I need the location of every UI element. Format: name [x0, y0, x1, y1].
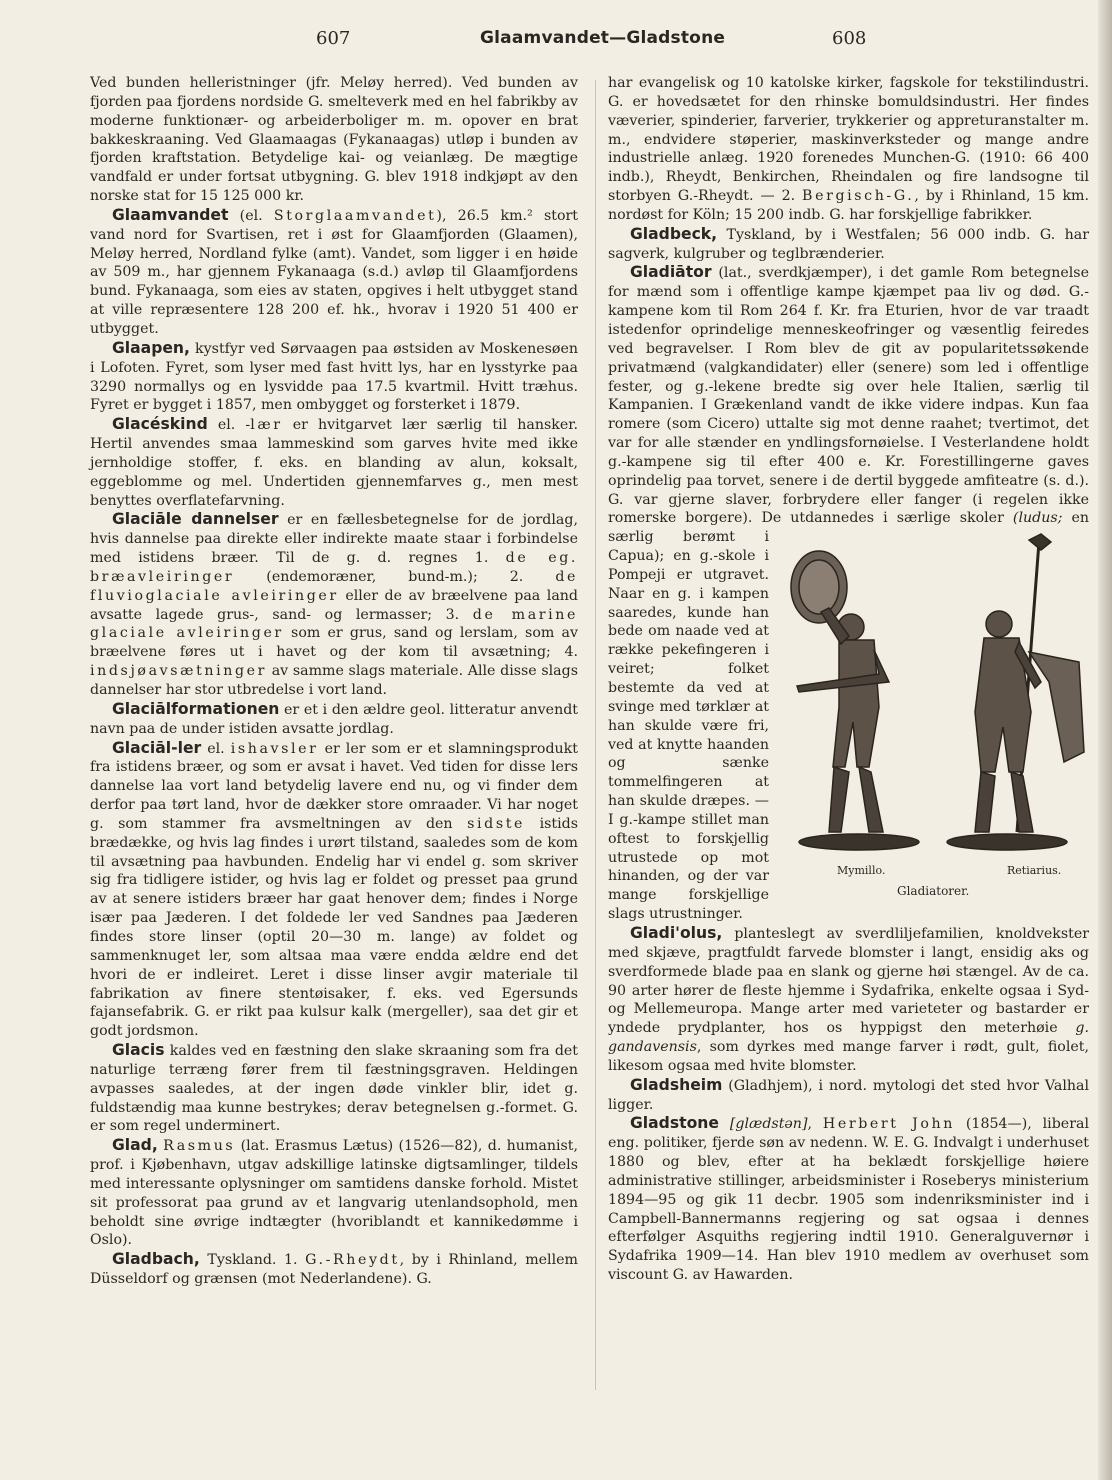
headword: Gladbeck,	[630, 224, 718, 243]
headword: Gladi'olus,	[630, 923, 723, 942]
gladiator-figure	[779, 532, 1089, 905]
entry-glacial-ler: Glaciāl-ler el. ishavsler er ler som er et slamningsprodukt fra istidens bræer, og som er avsat i havet. Ved tiden for disse lers dannelse laa vort land betydelig lavere end nu, og vi finder dem derfor paa tørt land, hvor de dækker store omraader. Vi har noget g. som stammer fra avsmeltningen av den sidste istids brædække, og hvis lag findes i urørt tilstand, saaledes som de kom til avsætning paa havbunden. Endelig har vi endel g. som skriver sig fra tidligere istider, og hvis lag er foldet og presset paa grund av at senere istiders bræer har gaat henover dem; findes i Norge især paa Jæderen. I det foldede ler ved Sandnes paa Jæderen findes store linser (optil 20—30 m. lange) av foldet og sammenknuget ler, som altsaa maa være endda ældre end det hvori de er indleiret. Leret i disse linser avgir materiale til fabrikation av finere stentøisaker, f. eks. ved Egersunds fajansefabrik. G. er rikt paa kulsur kalk (mergeller), saa det gir et godt jordsmon.	[90, 738, 579, 1040]
entry-glad: Glad, Rasmus (lat. Erasmus Lætus) (1526—82), d. humanist, prof. i Kjøbenhavn, utgav adskillige latinske digtsamlinger, tildels med interessante oplysninger om samtidens danske forhold. Mistet sit professorat paa grund av et langvarig utenlandsophold, men beholdt sine øvrige indtægter (hvoriblandt et kannikedømme i Oslo).	[90, 1136, 578, 1249]
entry-glaciale-dannelser: Glaciāle dannelser er en fællesbetegnelse for de jordlag, hvis dannelse paa direkte eller indirekte maate staar i forbindelse med istidens bræer. Til de g. d. regnes 1. de eg. bræavleiringer (endemoræner, bund-m.); 2. de fluvioglaciale avleiringer eller de av bræelvene paa land avsatte lagede grus-, sand- og lermasser; 3. de marine glaciale avleiringer som er grus, sand og lerslam, som av bræelvene føres ut i havet og der kom til avsætning; 4. indsjøavsætninger av samme slags materiale. Alle disse slags dannelser har stor utbredelse i vort land.	[90, 510, 579, 698]
headword: Gladstone	[630, 1114, 719, 1133]
running-head: Glaamvandet—Gladstone	[480, 28, 726, 48]
right-page-number: 608	[832, 28, 867, 49]
entry-gladbeck: Gladbeck, Tyskland, by i Westfalen; 56 000 indb. G. har sagverk, kulgruber og teglbrænderier.	[608, 224, 1089, 262]
caption-retiarius: Retiarius.	[1007, 864, 1062, 878]
figure-caption: Gladiatorer.	[897, 884, 970, 899]
headword: Glaciāle dannelser	[112, 510, 279, 529]
column-divider	[595, 80, 596, 1390]
headword: Glaamvandet	[112, 205, 229, 224]
entry-gladiolus: Gladi'olus, planteslegt av sverdliljefamilien, knoldvekster med skjæve, pragtfuldt farvede blomster i langt, ensidig aks og sverdformede blade paa en slank og gjerne høi stængel. Av de ca. 90 arter hører de fleste hjemme i Sydafrika, enkelte ogsaa i Syd- og Mellemeuropa. Mange arter med varieteter og bastarder er yndede prydplanter, hos os hyppigst den meterhøie g. gandavensis, som dyrkes med mange farver i rødt, gult, fiolet, likesom ogsaa med hvite blomster.	[608, 923, 1089, 1074]
headword: Glaciāl-ler	[112, 738, 202, 757]
page-edge	[1098, 0, 1112, 1480]
entry-glaamvandet: Glaamvandet (el. Storglaamvandet), 26.5 km.² stort vand nord for Svartisen, ret i øst for Glaamfjorden (Glaamen), Meløy herred, Nordland fylke (amt). Vandet, som ligger i en høide av 509 m., har gjennem Fykanaaga (s.d.) avløp til Glaamfjordens bund. Fykanaaga, som eies av staten, opgives i helt utbygget stand at ville repræsentere 128 200 ef. hk., hvorav i 1920 51 400 er utbygget.	[90, 205, 578, 337]
headword: Glaciālformationen	[112, 699, 280, 718]
gladiator-statues-illustration	[779, 532, 1089, 860]
entry-gladiator: Gladiātor (lat., sverdkjæmper), i det gamle Rom betegnelse for mænd som i offentlige kampe kjæmpet paa liv og død. G.-kampene kom til Rom 264 f. Kr. fra Eturien, hvor de var traadt istedenfor oprindelige menneskeofringer og væsentlig feiredes ved begravelser. I Rom blev de git av popularitetssøkende privatmænd (valgkandidater) eller (senere) som led i offentlige fester, og g.-lekene bredte sig over hele Italien, særlig til Kampanien. I Grækenland vandt de ikke videre indpas. Kun faa romere (som Cicero) uttalte sig mot denne raahet; tvertimot, det var for alle stænder en yndlingsfornøielse. I Vesterlandene holdt g.-kampene sig til efter 400 e. Kr. Forestillingerne gaves oprindelig paa torvet, senere i de dertil byggede amfiteatre (s. d.). G. var gjerne slaver, forbrydere eller fanger (i regelen ikke romerske borgere). De utdannedes i særlige skoler Mymillo. Retiarius. Gladiatorer. (ludus; en særlig berømt i Capua); en g.-skole i Pompeji er utgravet. Naar en g. i kampen saaredes, kunde han bede om naade ved at række pekefingeren i veiret; folket bestemte da ved at svinge med tørklær at han skulde være fri, ved at knytte haanden og sænke tommelfingeren at han skulde dræpes. — I g.-kampe stillet man oftest to forskjellig utrustede op mot hinanden, og der var mange forskjellige slags utrustninger.	[608, 263, 1090, 923]
entry-gladbach: Gladbach, Tyskland. 1. G.-Rheydt, by i Rhinland, mellem Düsseldorf og grænsen (mot Nederlandene). G.	[90, 1250, 578, 1288]
headword: Glacéskind	[112, 415, 208, 434]
left-page-number: 607	[316, 28, 351, 49]
headword: Gladsheim	[630, 1075, 723, 1094]
headword: Gladiātor	[630, 263, 712, 282]
entry-glaapen: Glaapen, kystfyr ved Sørvaagen paa østsiden av Moskenesøen i Lofoten. Fyret, som lyser med fast hvitt lys, har en lysstyrke paa 3290 normallys og en lysvidde paa 17.5 kvartmil. Hvitt træhus. Fyret er bygget i 1857, men ombygget og forsterket i 1879.	[90, 338, 578, 414]
headword: Glad,	[112, 1136, 158, 1155]
entry-glacis: Glacis kaldes ved en fæstning den slake skraaning som fra det naturlige terræng fører frem til fæstningsgraven. Heldingen avpasses saaledes, at der ingen døde vinkler blir, idet g. fuldstændig maa kunne bestrykes; derav betegnelsen g.-formet. G. er som regel underminert.	[90, 1041, 578, 1135]
caption-mymillo: Mymillo.	[837, 864, 886, 878]
headword: Glaapen,	[112, 338, 190, 357]
entry-gladsheim: Gladsheim (Gladhjem), i nord. mytologi det sted hvor Valhal ligger.	[608, 1075, 1089, 1113]
right-column	[608, 74, 1089, 1285]
entry-glacialformationen: Glaciālformationen er et i den ældre geol. litteratur anvendt navn paa de under istiden avsatte jordlag.	[90, 699, 578, 737]
headword: Glacis	[112, 1041, 165, 1060]
left-column	[90, 74, 578, 1289]
continuation-paragraph: Ved bunden helleristninger (jfr. Meløy herred). Ved bunden av fjorden paa fjordens nordside G. smelteverk med en hel fabrikby av moderne funktionær- og arbeiderboliger m. m. opover en brat bakkeskraaning. Ved Glaamaagas (Fykanaagas) utløp i bunden av fjorden kraftstation. Betydelige kai- og veianlæg. De mægtige vandfald er under fortsat utbygning. G. blev 1918 indkjøpt av den norske stat for 15 125 000 kr.	[90, 75, 578, 205]
continuation-paragraph: har evangelisk og 10 katolske kirker, fagskole for tekstilindustri. G. er hovedsætet for den rhinske bomuldsindustri. Her findes væverier, spinderier, farverier, trykkerier og appreturanstalter m. m., endvidere støperier, maskinverksteder og mange andre industrielle anlæg. 1920 forenedes Munchen-G. (1910: 66 400 indb.), Rheydt, Benkirchen, Rheindalen og fire landsogne til storbyen G.-Rheydt. — 2. Bergisch-G., by i Rhinland, 15 km. nordøst for Köln; 15 200 indb. G. har forskjellige fabrikker.	[608, 75, 1090, 223]
page-header	[0, 28, 1112, 54]
headword: Gladbach,	[112, 1250, 200, 1269]
entry-glaceskind: Glacéskind el. -lær er hvitgarvet lær særlig til hansker. Hertil anvendes smaa lammeskind som garves hvite med ikke jernholdige stoffer, f. eks. en blanding av alun, koksalt, eggeblomme og mel. Undertiden gjennemfarves g., men mest benyttes overflatefarvning.	[90, 415, 578, 509]
entry-gladstone: Gladstone [glædstən], Herbert John (1854—), liberal eng. politiker, fjerde søn av nedenn. W. E. G. Indvalgt i underhuset 1880 og blev, efter at ha beklædt forskjellige høiere administrative stillinger, arbeidsminister i Roseberys ministerium 1894—95 og gik 11 decbr. 1905 som indenriksminister ind i Campbell-Bannermanns regjering og sat ogsaa i dennes efterfølger Asquiths regjering indtil 1910. Generalguvernør i Sydafrika 1909—14. Han blev 1910 medlem av overhuset som viscount G. av Hawarden.	[608, 1114, 1089, 1284]
